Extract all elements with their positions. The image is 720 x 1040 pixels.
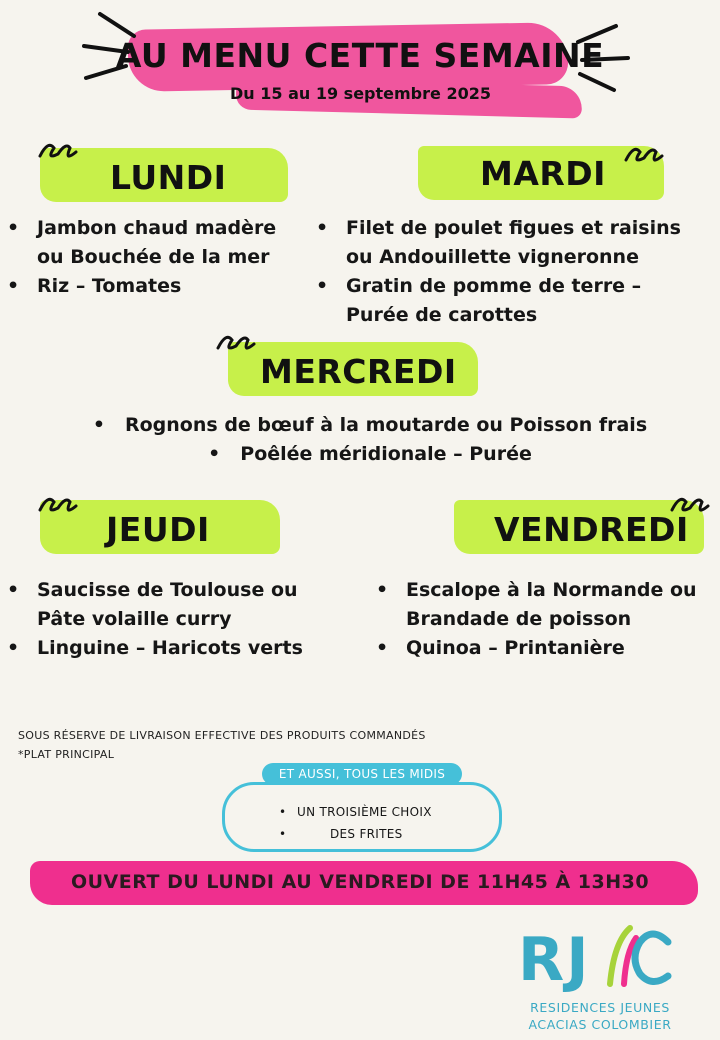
page-title: AU MENU CETTE SEMAINE [115,36,605,75]
day-title-mercredi: MERCREDI [260,352,457,391]
squiggle-icon [36,486,80,526]
squiggle-icon [214,324,258,364]
squiggle-icon [622,136,666,176]
list-item: • Gratin de pomme de terre – [316,275,642,297]
list-item: • Saucisse de Toulouse ou [7,579,298,601]
logo [518,922,678,1007]
extra-options-title: ET AUSSI, TOUS LES MIDIS [262,763,462,785]
squiggle-icon [36,132,80,172]
list-item: Pâte volaille curry [37,608,232,630]
list-item: • Quinoa – Printanière [376,637,625,659]
list-item: • Jambon chaud madère [7,217,277,239]
list-item: ou Bouchée de la mer [37,246,270,268]
logo-icon [518,922,678,992]
list-item: • Rognons de bœuf à la moutarde ou Poisson frais [92,414,648,436]
list-item: • UN TROISIÈME CHOIX [279,805,432,819]
extra-options-list [225,801,499,845]
list-item: • Escalope à la Normande ou [376,579,697,601]
day-title-jeudi: JEUDI [106,510,210,549]
list-item: ou Andouillette vigneronne [346,246,639,268]
dish-list-mardi [316,214,681,330]
dish-list-jeudi [7,576,303,663]
extra-options-box [222,782,502,852]
day-title-lundi: LUNDI [110,158,227,197]
dish-list-vendredi [376,576,697,663]
logo-text-line1: RESIDENCES JEUNES [530,1000,670,1015]
opening-hours: OUVERT DU LUNDI AU VENDREDI DE 11H45 À 13H30 [70,871,650,893]
day-title-mardi: MARDI [480,154,606,193]
list-item: • Poêlée méridionale – Purée [208,443,532,465]
list-item: • Riz – Tomates [7,275,182,297]
svg-text:RJ: RJ [518,925,591,992]
list-item: • Filet de poulet figues et raisins [316,217,681,239]
list-item: Purée de carottes [346,304,538,326]
delivery-note: SOUS RÉSERVE DE LIVRAISON EFFECTIVE DES PRODUITS COMMANDÉS [18,729,426,742]
list-item: • DES FRITES [279,827,403,841]
day-title-vendredi: VENDREDI [494,510,689,549]
main-dish-note: *PLAT PRINCIPAL [18,748,115,761]
list-item: • Linguine – Haricots verts [7,637,303,659]
logo-text-line2: ACACIAS COLOMBIER [528,1017,672,1032]
dish-list-lundi [7,214,277,301]
list-item: Brandade de poisson [406,608,632,630]
dish-list-mercredi [0,411,720,469]
menu-dates: Du 15 au 19 septembre 2025 [230,84,491,103]
